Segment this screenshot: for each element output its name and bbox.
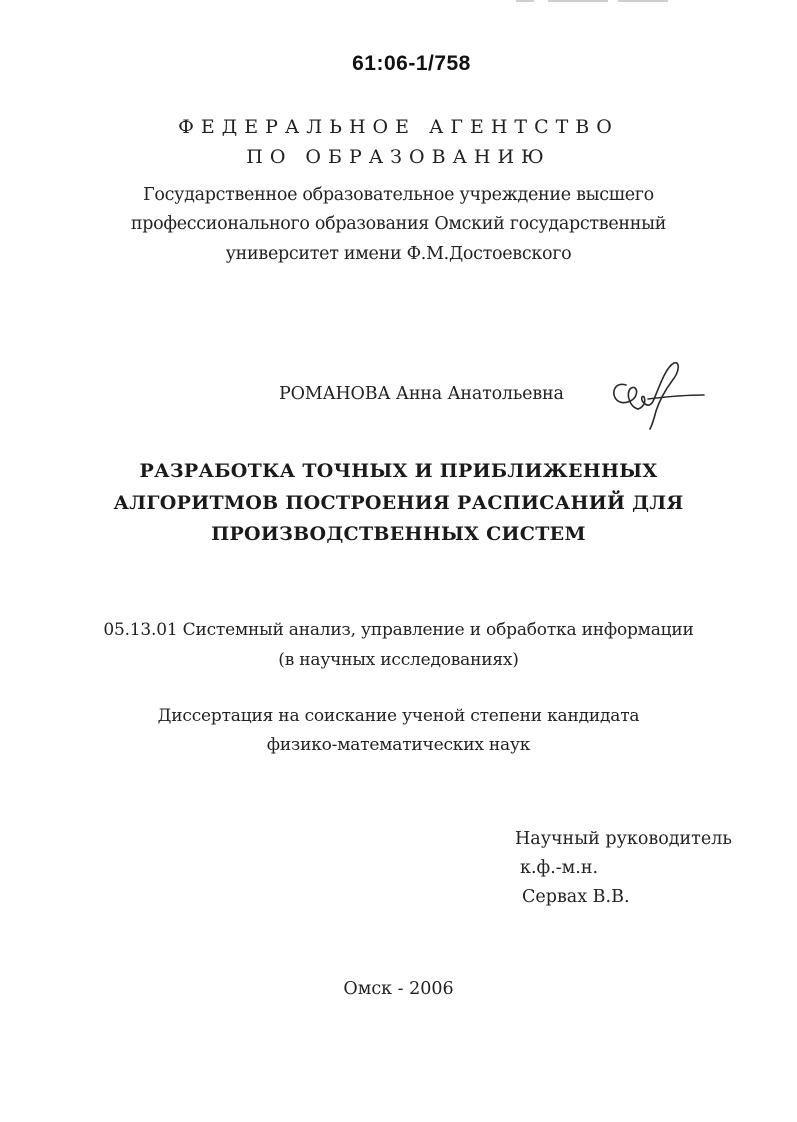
scan-artifact	[548, 0, 608, 2]
dissertation-line-1: Диссертация на соискание ученой степени кандидата	[157, 706, 640, 726]
title-line-1: РАЗРАБОТКА ТОЧНЫХ И ПРИБЛИЖЕННЫХ	[139, 460, 658, 482]
title-line-2: АЛГОРИТМОВ ПОСТРОЕНИЯ РАСПИСАНИЙ ДЛЯ	[113, 492, 684, 514]
scan-artifact	[516, 0, 534, 2]
agency-line-2: ПО ОБРАЗОВАНИЮ	[246, 146, 551, 168]
advisor-label: Научный руководитель	[515, 829, 732, 849]
institution-line-1: Государственное образовательное учреждение высшего	[143, 185, 654, 205]
title-line-3: ПРОИЗВОДСТВЕННЫХ СИСТЕМ	[211, 523, 586, 545]
specialty-line-1: 05.13.01 Системный анализ, управление и обработка информации	[103, 620, 694, 640]
city-year: Омск - 2006	[343, 979, 454, 999]
advisor-name: Сервах В.В.	[522, 887, 630, 907]
dissertation-line-2: физико-математических наук	[266, 735, 531, 755]
catalog-number: 61:06-1/758	[352, 52, 471, 75]
scan-artifact	[618, 0, 668, 2]
advisor-degree: к.ф.-м.н.	[520, 858, 599, 878]
specialty-line-2: (в научных исследованиях)	[278, 650, 519, 670]
institution-line-2: профессионального образования Омский государственный	[130, 214, 667, 234]
institution-line-3: университет имени Ф.М.Достоевского	[225, 244, 572, 264]
author-signature	[604, 355, 714, 435]
author-name: РОМАНОВА Анна Анатольевна	[279, 384, 564, 404]
agency-line-1: ФЕДЕРАЛЬНОЕ АГЕНТСТВО	[178, 116, 619, 138]
